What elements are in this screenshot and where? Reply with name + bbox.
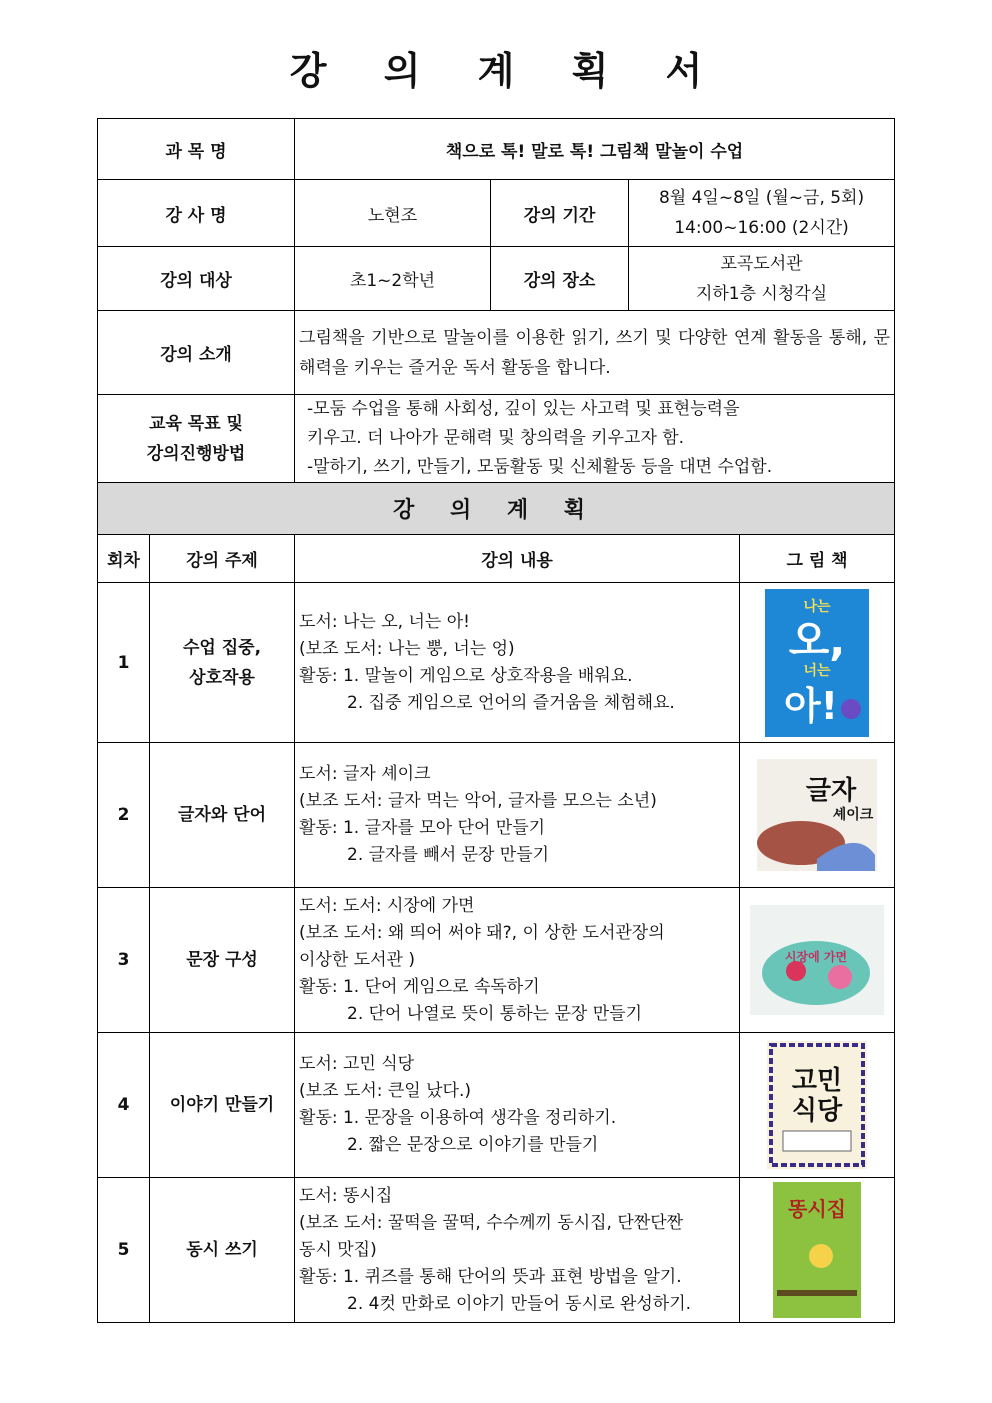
- period-label: 강의 기간: [491, 180, 629, 247]
- header-topic: 강의 주제: [150, 535, 295, 583]
- cover-title-text: 셰이크: [832, 807, 874, 823]
- content-line: (보조 도서: 꿀떡을 꿀떡, 수수께끼 동시집, 단짠단짠: [299, 1212, 684, 1233]
- book-cover: [767, 1041, 867, 1169]
- cover-title-text: 너는: [803, 662, 831, 679]
- picture-book-cover: [740, 888, 895, 1033]
- session-topic: [150, 743, 295, 888]
- session-number: 1: [98, 583, 150, 743]
- content-line: 활동: 1. 말놀이 게임으로 상호작용을 배워요.: [299, 665, 633, 686]
- content-line: 활동: 1. 단어 게임으로 속독하기: [299, 976, 540, 997]
- content-line: (보조 도서: 큰일 났다.): [299, 1081, 471, 1101]
- document-title: 강 의 계 획 서: [289, 49, 725, 93]
- content-line: (보조 도서: 왜 띄어 써야 돼?, 이 상한 도서관장의: [299, 922, 665, 943]
- cover-title-text: 식당: [791, 1096, 843, 1126]
- subject-row: [98, 119, 895, 180]
- goal-label: [98, 395, 295, 483]
- cover-title-text: 나는: [803, 598, 831, 615]
- book-cover-image: [767, 1041, 867, 1169]
- book-cover-image: [773, 1182, 861, 1318]
- goal-line: 키우고. 더 나아가 문해력 및 창의력을 키우고자 함.: [307, 428, 685, 448]
- content-line: 동시 맛집): [299, 1239, 377, 1260]
- period-times: 14:00~16:00 (2시간): [674, 218, 849, 238]
- intro-text: 그림책을 기반으로 말놀이를 이용한 읽기, 쓰기 및 다양한 연계 활동을 통해, 문해력을 키우는 즐거운 독서 활동을 합니다.: [295, 311, 895, 395]
- lecture-plan-table: [97, 118, 895, 1323]
- session-topic-line: 상호작용: [189, 667, 255, 688]
- book-cover-image: [757, 759, 877, 871]
- header-content: 강의 내용: [295, 535, 740, 583]
- content-line: 2. 단어 나열로 뜻이 통하는 문장 만들기: [347, 1003, 642, 1024]
- cover-title-text: 똥시집: [788, 1197, 847, 1221]
- target-row: [98, 247, 895, 311]
- picture-book-cover: [740, 743, 895, 888]
- plan-row: [98, 743, 895, 888]
- subject-value: 책으로 톡! 말로 톡! 그림책 말놀이 수업: [295, 119, 895, 180]
- book-cover: [750, 905, 884, 1015]
- goal-label-line1: 교육 목표 및: [149, 413, 243, 434]
- picture-book-cover: [740, 1033, 895, 1178]
- content-line: 2. 집중 게임으로 언어의 즐거움을 체험해요.: [347, 692, 675, 713]
- goal-line: -모둠 수업을 통해 사회성, 깊이 있는 사고력 및 표현능력을: [307, 399, 740, 419]
- content-line: 활동: 1. 퀴즈를 통해 단어의 뜻과 표현 방법을 알기.: [299, 1266, 682, 1287]
- plan-row: [98, 1178, 895, 1323]
- plan-row: [98, 888, 895, 1033]
- header-no: 회차: [98, 535, 150, 583]
- plan-rows: [98, 583, 895, 1323]
- place-value: [629, 247, 895, 311]
- picture-book-cover: [740, 1178, 895, 1323]
- intro-label: 강의 소개: [98, 311, 295, 395]
- session-content: [295, 1033, 740, 1178]
- place-library: 포곡도서관: [720, 253, 803, 274]
- book-cover-image: [750, 905, 884, 1015]
- content-line: 2. 짧은 문장으로 이야기를 만들기: [347, 1135, 599, 1155]
- cover-title-text: 시장에 가면: [784, 950, 848, 964]
- content-line: 활동: 1. 글자를 모아 단어 만들기: [299, 818, 546, 838]
- plan-row: [98, 583, 895, 743]
- picture-book-cover: [740, 583, 895, 743]
- book-cover: [765, 589, 869, 737]
- goal-label-line2: 강의진행방법: [146, 443, 246, 464]
- target-label: 강의 대상: [98, 247, 295, 311]
- session-topic: [150, 1033, 295, 1178]
- goal-text: [295, 395, 895, 483]
- book-cover: [757, 759, 877, 871]
- plan-section-row: [98, 483, 895, 535]
- session-number: 4: [98, 1033, 150, 1178]
- plan-section-title: 강 의 계 획: [98, 483, 895, 535]
- plan-header-row: [98, 535, 895, 583]
- session-content: [295, 888, 740, 1033]
- session-content: [295, 583, 740, 743]
- session-topic: [150, 583, 295, 743]
- subject-label: 과 목 명: [98, 119, 295, 180]
- content-line: 도서: 똥시집: [299, 1185, 393, 1206]
- session-topic-line: 이야기 만들기: [169, 1095, 275, 1115]
- session-topic-line: 문장 구성: [186, 950, 258, 970]
- content-line: 도서: 글자 셰이크: [299, 764, 431, 784]
- instructor-label: 강 사 명: [98, 180, 295, 247]
- content-line: (보조 도서: 나는 뿡, 너는 엉): [299, 638, 515, 659]
- content-line: 도서: 고민 식당: [299, 1054, 415, 1074]
- session-content: [295, 1178, 740, 1323]
- content-line: 도서: 도서: 시장에 가면: [299, 895, 475, 916]
- session-topic-line: 수업 집중,: [182, 637, 262, 658]
- content-line: (보조 도서: 글자 먹는 악어, 글자를 모으는 소년): [299, 791, 657, 811]
- goal-line: -말하기, 쓰기, 만들기, 모둠활동 및 신체활동 등을 대면 수업함.: [307, 457, 773, 477]
- cover-title-text: 글자: [805, 776, 857, 806]
- plan-row: [98, 1033, 895, 1178]
- content-line: 이상한 도서관 ): [299, 949, 415, 970]
- cover-title-text: 고민: [791, 1066, 843, 1096]
- cover-title-text: 오,: [788, 615, 846, 665]
- place-label: 강의 장소: [491, 247, 629, 311]
- session-topic-line: 글자와 단어: [177, 805, 267, 825]
- period-dates: 8월 4일~8일 (월~금, 5회): [658, 188, 865, 208]
- header-book: 그 림 책: [740, 535, 895, 583]
- content-line: 2. 글자를 빼서 문장 만들기: [347, 845, 550, 865]
- session-topic: [150, 888, 295, 1033]
- book-cover-image: [765, 589, 869, 737]
- session-number: 5: [98, 1178, 150, 1323]
- session-content: [295, 743, 740, 888]
- content-line: 2. 4컷 만화로 이야기 만들어 동시로 완성하기.: [347, 1293, 692, 1314]
- instructor-value: 노현조: [295, 180, 491, 247]
- period-value: [629, 180, 895, 247]
- book-cover: [773, 1182, 861, 1318]
- content-line: 도서: 나는 오, 너는 아!: [299, 611, 470, 632]
- place-room: 지하1층 시청각실: [695, 283, 828, 304]
- goal-row: [98, 395, 895, 483]
- target-value: 초1~2학년: [295, 247, 491, 311]
- session-number: 2: [98, 743, 150, 888]
- session-number: 3: [98, 888, 150, 1033]
- session-topic: [150, 1178, 295, 1323]
- cover-title-text: 아!: [784, 683, 839, 728]
- instructor-row: [98, 180, 895, 247]
- session-topic-line: 동시 쓰기: [186, 1240, 258, 1260]
- intro-row: [98, 311, 895, 395]
- content-line: 활동: 1. 문장을 이용하여 생각을 정리하기.: [299, 1108, 617, 1128]
